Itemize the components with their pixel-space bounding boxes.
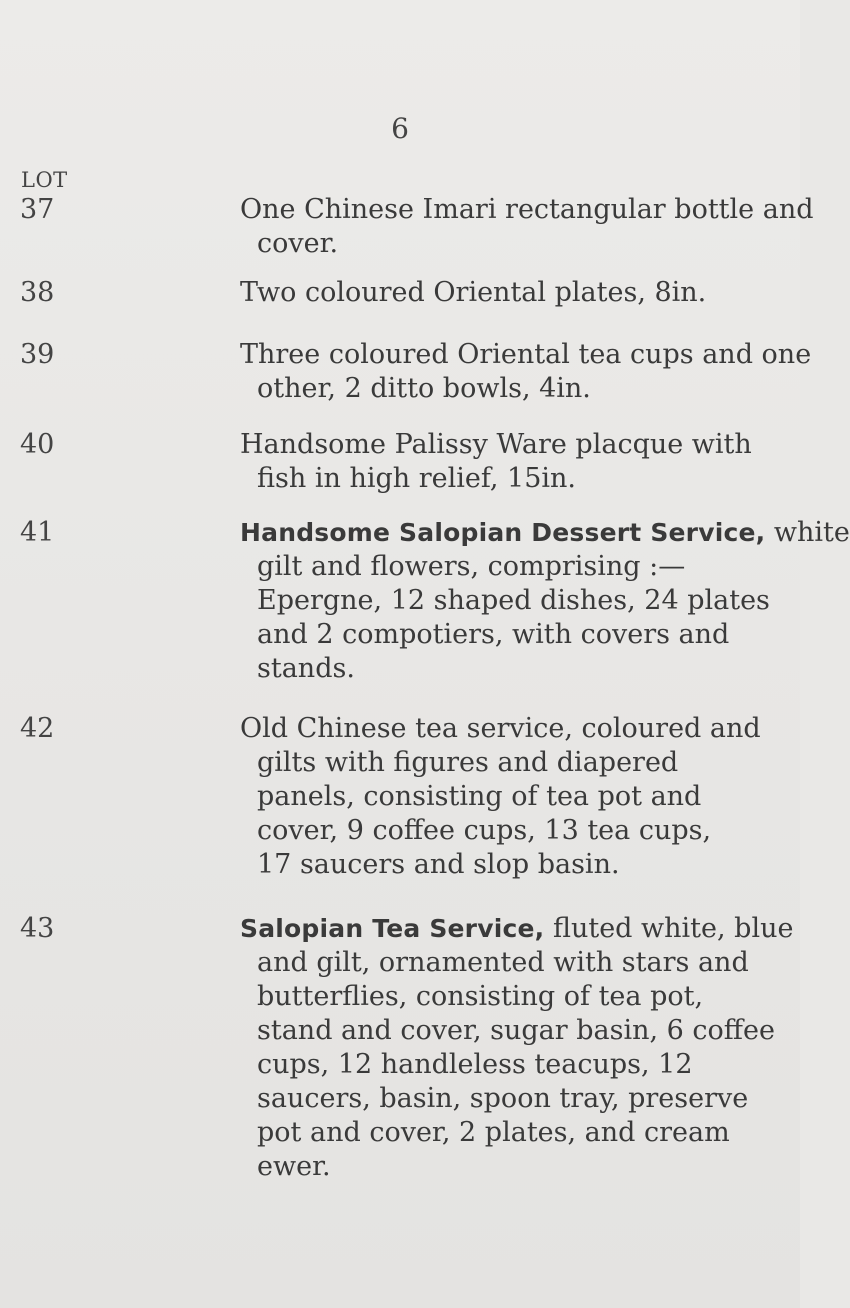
lot-number: 39 <box>20 339 55 370</box>
description-line: fish in high relief, 15in. <box>257 463 577 494</box>
description-line: saucers, basin, spoon tray, preserve <box>257 1083 749 1114</box>
description-line: Old Chinese tea service, coloured and <box>240 713 761 744</box>
description-line <box>240 516 850 550</box>
description-line: Epergne, 12 shaped dishes, 24 plates <box>257 585 770 616</box>
lot-number: 40 <box>20 429 55 460</box>
page-number: 6 <box>391 112 409 145</box>
lot-description <box>240 338 812 406</box>
description-line: panels, consisting of tea pot and <box>257 781 702 812</box>
lot-column-header: LOT <box>21 168 68 192</box>
lot-title: Salopian Tea Service, <box>240 914 545 943</box>
description-line: ewer. <box>257 1151 331 1182</box>
description-line: cover, 9 coffee cups, 13 tea cups, <box>257 815 712 846</box>
lot-description <box>240 193 814 261</box>
lot-description <box>240 516 850 686</box>
description-line: cups, 12 handleless teacups, 12 <box>257 1049 693 1080</box>
lot-description <box>240 428 757 496</box>
description-line: Handsome Palissy Ware placque with <box>240 429 752 460</box>
description-line: Three coloured Oriental tea cups and one <box>240 339 812 370</box>
description-line: stand and cover, sugar basin, 6 coffee <box>257 1015 775 1046</box>
description-line: and 2 compotiers, with covers and <box>257 619 730 650</box>
description-line: stands. <box>257 653 355 684</box>
description-line: gilt and flowers, comprising :— <box>257 551 686 582</box>
lot-description <box>240 276 757 310</box>
lot-title: Handsome Salopian Dessert Service, <box>240 518 766 547</box>
description-line <box>240 912 794 946</box>
description-text: white <box>765 517 850 548</box>
description-line: 17 saucers and slop basin. <box>257 849 620 880</box>
lot-number: 38 <box>20 277 55 308</box>
lot-number: 37 <box>20 194 55 225</box>
lot-description <box>240 712 761 882</box>
description-line: and gilt, ornamented with stars and <box>257 947 749 978</box>
description-line: other, 2 ditto bowls, 4in. <box>257 373 591 404</box>
description-line: pot and cover, 2 plates, and cream <box>257 1117 730 1148</box>
lot-description <box>240 912 794 1184</box>
lot-number: 43 <box>20 913 55 944</box>
description-line: cover. <box>257 228 339 259</box>
description-text: fluted white, blue <box>544 913 794 944</box>
description-line: butterflies, consisting of tea pot, <box>257 981 704 1012</box>
lot-number: 41 <box>20 517 55 548</box>
description-line: gilts with figures and diapered <box>257 747 679 778</box>
description-line: Two coloured Oriental plates, 8in. <box>240 277 707 308</box>
description-line: One Chinese Imari rectangular bottle and <box>240 194 814 225</box>
lot-number: 42 <box>20 713 55 744</box>
